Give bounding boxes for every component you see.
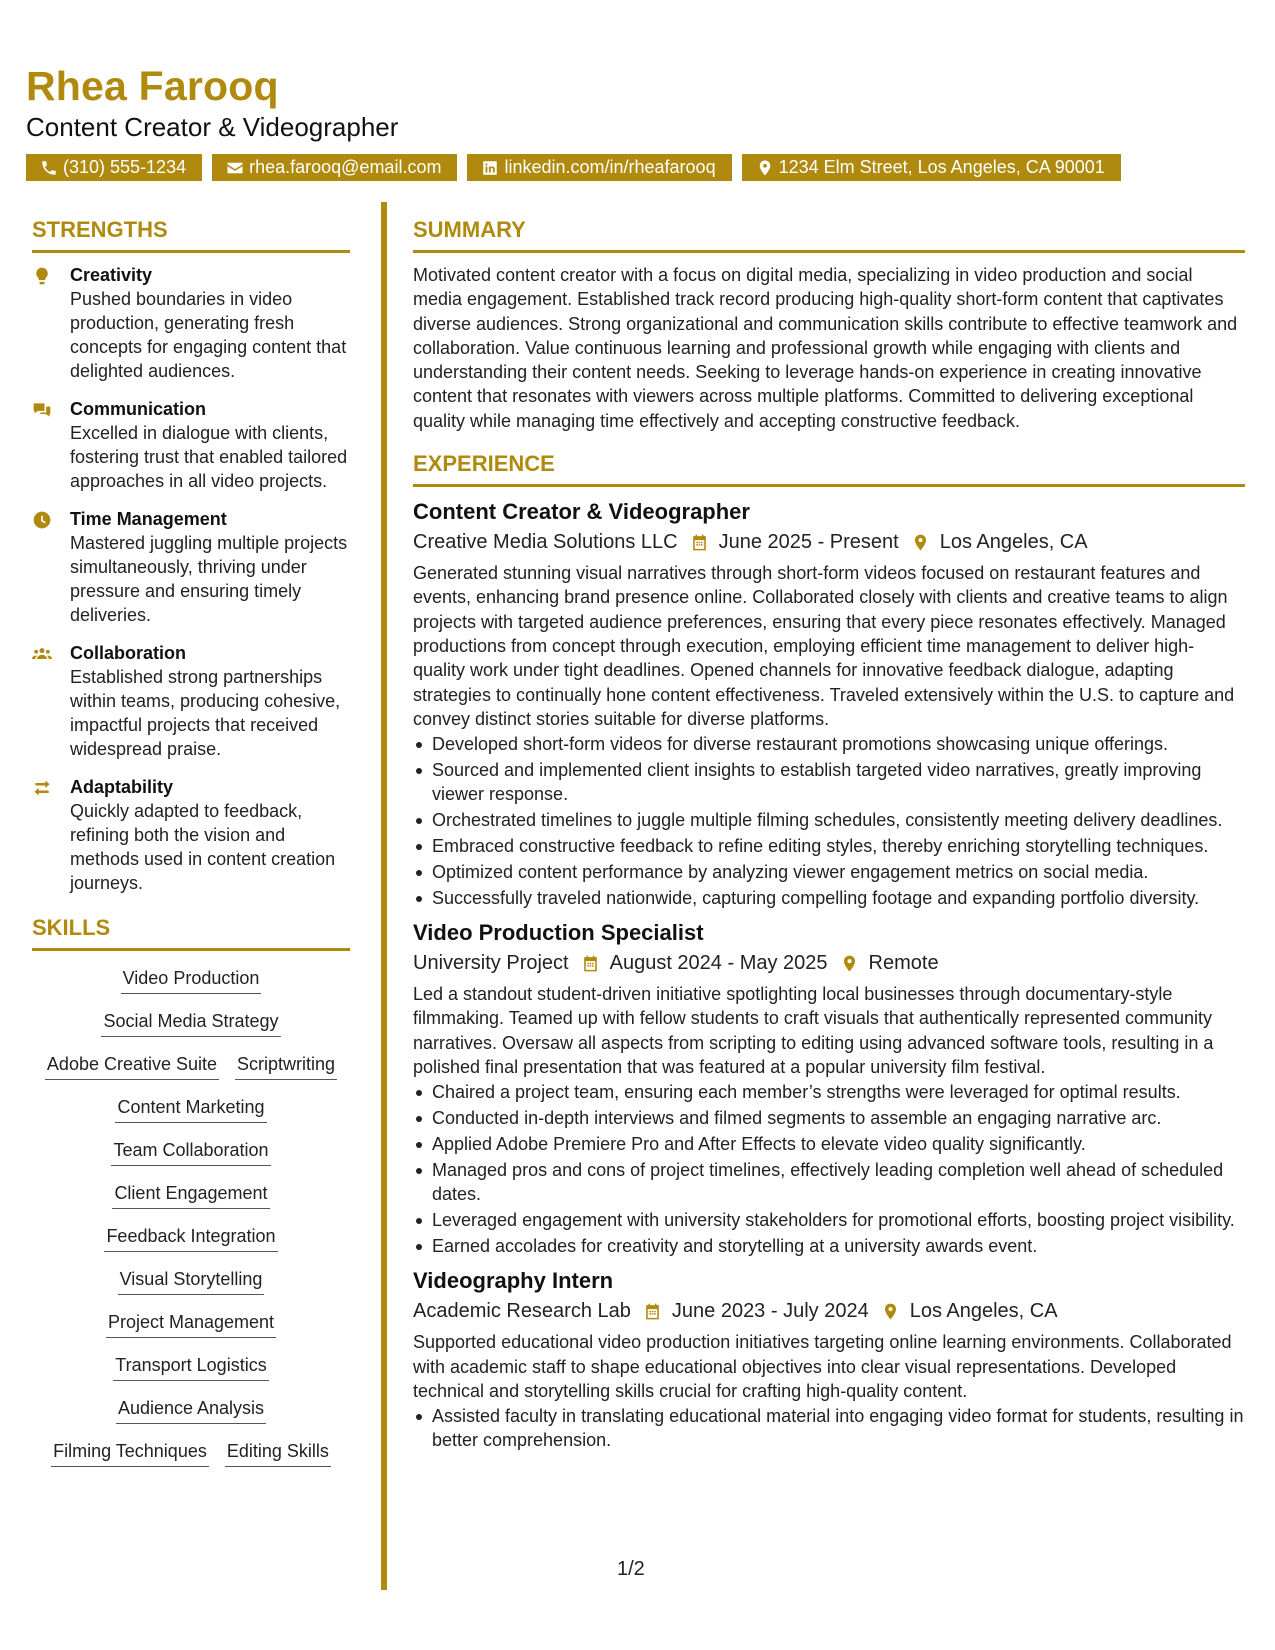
candidate-role: Content Creator & Videographer	[26, 112, 399, 142]
job-location: Los Angeles, CA	[909, 1300, 1058, 1323]
skill-tag: Editing Skills	[225, 1438, 331, 1467]
job-entry	[413, 918, 1245, 1258]
strength-title: Collaboration	[70, 643, 186, 663]
contact-address	[742, 154, 1121, 181]
job-meta	[413, 1296, 1245, 1326]
strength-desc: Quickly adapted to feedback, refining both the vision and methods used in content creation journeys.	[70, 801, 336, 893]
job-entry	[413, 497, 1245, 910]
contact-email[interactable]	[212, 154, 457, 181]
bullet-item: Successfully traveled nationwide, capturing compelling footage and expanding portfolio diversity.	[413, 886, 1245, 910]
contact-bar	[26, 154, 1256, 181]
left-column	[32, 215, 350, 1467]
skill-tag: Project Management	[106, 1309, 276, 1338]
strength-title: Adaptability	[70, 777, 174, 797]
skill-tag: Filming Techniques	[51, 1438, 209, 1467]
contact-email-text: rhea.farooq@email.com	[249, 157, 442, 177]
skill-tag: Social Media Strategy	[101, 1008, 280, 1037]
bullet-item: Earned accolades for creativity and storytelling at a university awards event.	[413, 1234, 1245, 1258]
job-bullets	[413, 732, 1245, 910]
strength-item	[32, 507, 350, 627]
map-pin-icon	[756, 159, 774, 177]
strength-desc: Excelled in dialogue with clients, fostering trust that enabled tailored approaches in all video projects.	[70, 423, 348, 491]
job-description: Generated stunning visual narratives through short-form videos focused on restaurant features and events, enhancing brand presence online. Collaborated closely with clients and creative teams to align projects with targeted audience preferences, ensuring that every piece resonates effectively. Managed productions from concept through execution, employing efficient time management to deliver high-quality work under tight deadlines. Opened channels for innovative feedback dialogue, adapting strategies to continually hone content effectiveness. Traveled extensively within the U.S. to capture and convey distinct stories suitable for diverse platforms.	[413, 563, 1235, 729]
skills-list	[32, 965, 350, 1467]
bullet-item: Orchestrated timelines to juggle multiple filming schedules, consistently meeting delivery deadlines.	[413, 808, 1245, 832]
bullet-item: Optimized content performance by analyzing viewer engagement metrics on social media.	[413, 860, 1245, 884]
summary-text: Motivated content creator with a focus on digital media, specializing in video production and social media engagement. Established track record producing high-quality short-form content that captivates diverse audiences. Strong organizational and communication skills contribute to effective teamwork and collaboration. Value continuous learning and professional growth while engaging with clients and understanding their content needs. Seeking to leverage hands-on experience in creating innovative content that resonates with viewers across multiple platforms. Committed to delivering exceptional quality while managing time effectively and accepting constructive feedback.	[413, 265, 1238, 431]
strength-title: Communication	[70, 399, 207, 419]
phone-icon	[40, 159, 58, 177]
bullet-item: Embraced constructive feedback to refine editing styles, thereby enriching storytelling techniques.	[413, 834, 1245, 858]
job-meta	[413, 948, 1245, 978]
job-company: Academic Research Lab	[413, 1300, 631, 1323]
contact-address-text: 1234 Elm Street, Los Angeles, CA 90001	[778, 157, 1105, 177]
users-icon	[32, 644, 52, 664]
strength-desc: Mastered juggling multiple projects simultaneously, thriving under pressure and ensuring timely deliveries.	[70, 533, 348, 625]
job-location: Remote	[868, 952, 939, 975]
bullet-item: Leveraged engagement with university stakeholders for promotional efforts, boosting project visibility.	[413, 1208, 1245, 1232]
job-location: Los Angeles, CA	[939, 531, 1088, 554]
job-dates: June 2025 - Present	[718, 531, 899, 554]
map-pin-icon	[881, 1302, 900, 1321]
right-column	[413, 215, 1245, 1460]
arrows-exchange-icon	[32, 778, 52, 798]
resume-header	[26, 62, 1256, 181]
job-title: Videography Intern	[413, 1268, 614, 1294]
strength-title: Time Management	[70, 509, 227, 529]
strength-item	[32, 775, 350, 895]
strength-item	[32, 397, 350, 493]
strength-desc: Established strong partnerships within teams, producing cohesive, impactful projects that received widespread praise.	[70, 667, 341, 759]
calendar-icon	[643, 1302, 662, 1321]
job-title: Video Production Specialist	[413, 920, 704, 946]
skill-tag: Audience Analysis	[116, 1395, 266, 1424]
job-title: Content Creator & Videographer	[413, 499, 750, 525]
lightbulb-icon	[32, 266, 52, 286]
candidate-name: Rhea Farooq	[26, 63, 279, 109]
bullet-item: Sourced and implemented client insights to establish targeted video narratives, greatly improving viewer response.	[413, 758, 1245, 806]
job-dates: August 2024 - May 2025	[609, 952, 828, 975]
job-description: Supported educational video production initiatives targeting online learning environments. Collaborated with academic staff to shape educational objectives into clear visual representations. Developed technical and storytelling skills crucial for crafting high-quality content.	[413, 1332, 1232, 1401]
map-pin-icon	[911, 533, 930, 552]
strength-item	[32, 263, 350, 383]
calendar-icon	[581, 954, 600, 973]
skill-tag: Transport Logistics	[113, 1352, 268, 1381]
skill-tag: Visual Storytelling	[118, 1266, 265, 1295]
strength-desc: Pushed boundaries in video production, generating fresh concepts for engaging content that delighted audiences.	[70, 289, 347, 381]
skill-tag: Content Marketing	[115, 1094, 266, 1123]
job-dates: June 2023 - July 2024	[671, 1300, 869, 1323]
skill-tag: Video Production	[121, 965, 262, 994]
job-entry	[413, 1266, 1245, 1452]
skill-tag: Feedback Integration	[104, 1223, 277, 1252]
skills-heading: SKILLS	[32, 913, 350, 951]
strength-title: Creativity	[70, 265, 153, 285]
bullet-item: Conducted in-depth interviews and filmed segments to assemble an engaging narrative arc.	[413, 1106, 1245, 1130]
bullet-item: Chaired a project team, ensuring each member’s strengths were leveraged for optimal results.	[413, 1080, 1245, 1104]
calendar-icon	[690, 533, 709, 552]
job-meta	[413, 527, 1245, 557]
summary-heading: SUMMARY	[413, 215, 1245, 253]
page-number: 1/2	[617, 1558, 645, 1580]
job-description: Led a standout student-driven initiative spotlighting local businesses through documentary-style filmmaking. Teamed up with fellow students to craft visuals that authentically represented community narratives. Oversaw all aspects from scripting to editing using advanced software tools, resulting in a polished final presentation that was featured at a popular university film festival.	[413, 984, 1214, 1078]
chat-bubbles-icon	[32, 400, 52, 420]
clock-icon	[32, 510, 52, 530]
skill-tag: Scriptwriting	[235, 1051, 337, 1080]
job-bullets	[413, 1080, 1245, 1258]
job-company: Creative Media Solutions LLC	[413, 531, 678, 554]
job-bullets	[413, 1404, 1245, 1452]
contact-linkedin-text: linkedin.com/in/rheafarooq	[504, 157, 716, 177]
bullet-item: Managed pros and cons of project timelines, effectively leading completion well ahead of scheduled dates.	[413, 1158, 1245, 1206]
bullet-item: Assisted faculty in translating educational material into engaging video format for students, resulting in better comprehension.	[413, 1404, 1245, 1452]
job-company: University Project	[413, 952, 569, 975]
column-divider	[381, 202, 387, 1590]
strength-item	[32, 641, 350, 761]
skill-tag: Adobe Creative Suite	[45, 1051, 219, 1080]
contact-linkedin[interactable]	[467, 154, 731, 181]
strengths-heading: STRENGTHS	[32, 215, 350, 253]
contact-phone[interactable]	[26, 154, 202, 181]
contact-phone-text: (310) 555-1234	[63, 157, 187, 177]
skill-tag: Client Engagement	[112, 1180, 269, 1209]
map-pin-icon	[840, 954, 859, 973]
envelope-icon	[226, 159, 244, 177]
bullet-item: Developed short-form videos for diverse restaurant promotions showcasing unique offerings.	[413, 732, 1245, 756]
bullet-item: Applied Adobe Premiere Pro and After Effects to elevate video quality significantly.	[413, 1132, 1245, 1156]
linkedin-icon	[481, 159, 499, 177]
skill-tag: Team Collaboration	[111, 1137, 270, 1166]
experience-heading: EXPERIENCE	[413, 449, 1245, 487]
